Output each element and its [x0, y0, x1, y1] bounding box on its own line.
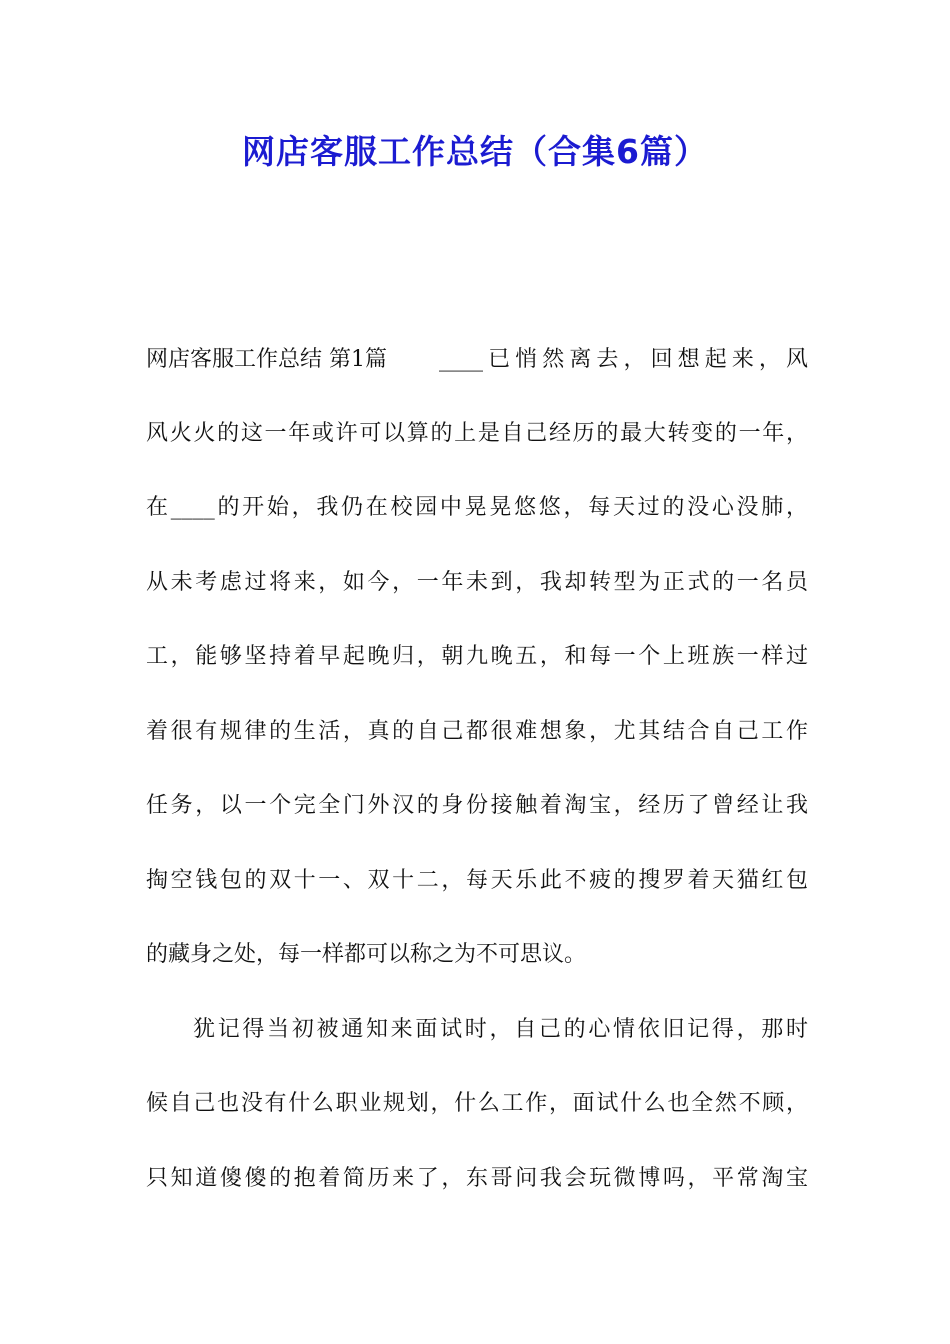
document-title: 网店客服工作总结（合集6篇）	[242, 132, 708, 171]
section-heading: 网店客服工作总结 第1篇	[146, 347, 387, 372]
body-line-4: 从未考虑过将来，如今，一年未到，我却转型为正式的一名员	[146, 570, 808, 595]
body-line-7: 任务，以一个完全门外汉的身份接触着淘宝，经历了曾经让我	[146, 793, 808, 818]
body-line-6: 着很有规律的生活，真的自己都很难想象，尤其结合自己工作	[146, 719, 808, 744]
body-line-12: 只知道傻傻的抱着简历来了，东哥问我会玩微博吗，平常淘宝	[146, 1166, 808, 1191]
body-line-5: 工，能够坚持着早起晚归，朝九晚五，和每一个上班族一样过	[146, 644, 808, 669]
body-line-10: 犹记得当初被通知来面试时，自己的心情依旧记得，那时	[193, 1017, 808, 1042]
body-line-2: 风火火的这一年或许可以算的上是自己经历的最大转变的一年，	[146, 421, 808, 446]
body-line-8: 掏空钱包的双十一、双十二，每天乐此不疲的搜罗着天猫红包	[146, 868, 808, 893]
body-line-11: 候自己也没有什么职业规划，什么工作，面试什么也全然不顾，	[146, 1091, 808, 1116]
body-line-1-text: ____已悄然离去，回想起来，风	[439, 347, 808, 372]
body-line-9: 的藏身之处，每一样都可以称之为不可思议。	[146, 942, 587, 967]
body-line-3: 在____的开始，我仍在校园中晃晃悠悠，每天过的没心没肺，	[146, 495, 808, 520]
body-line-1	[146, 344, 808, 376]
